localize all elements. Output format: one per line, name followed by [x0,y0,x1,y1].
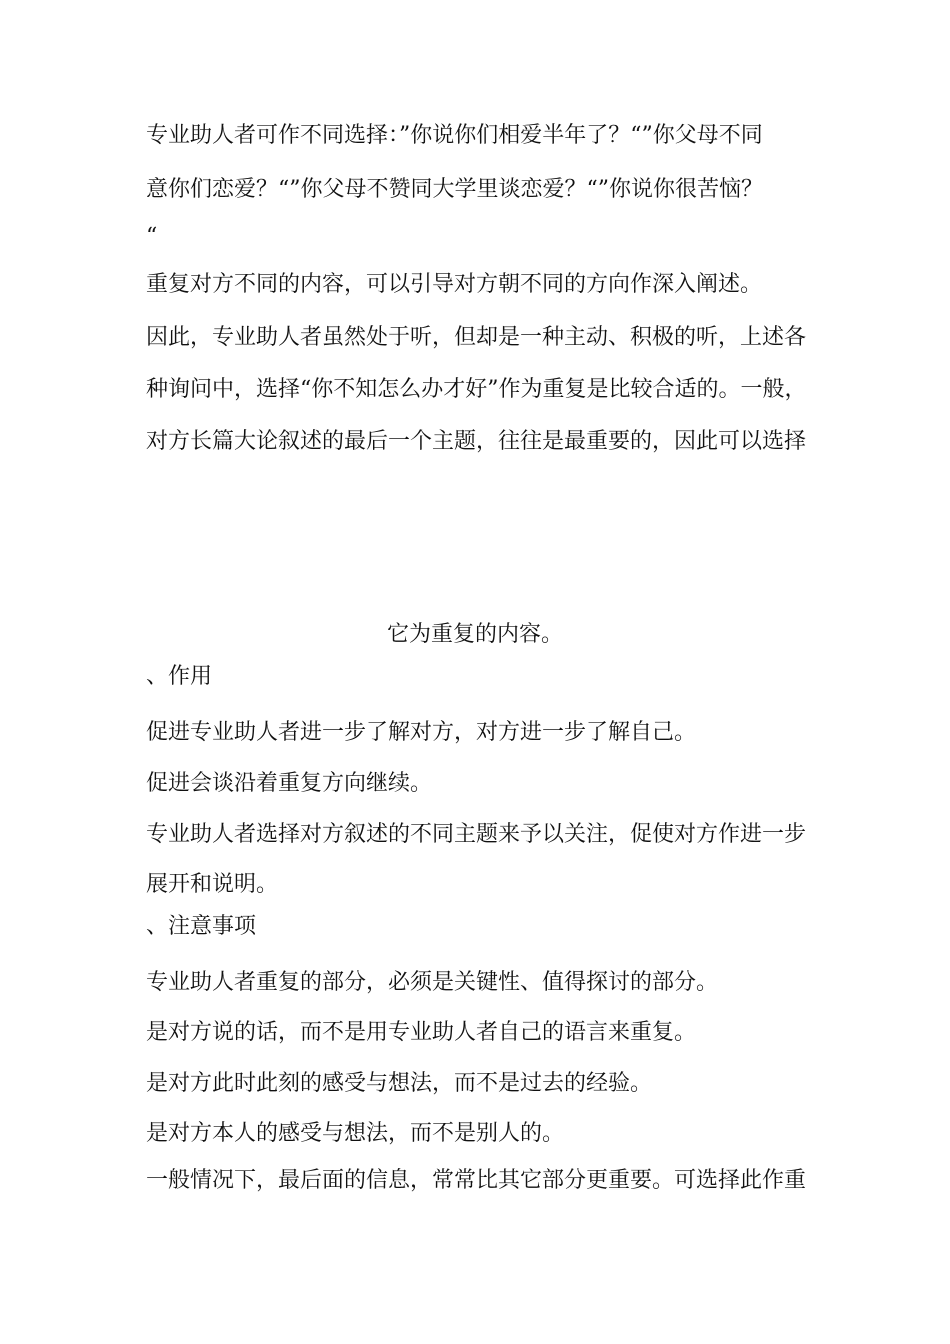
section-heading-function: 、作用 [146,664,213,689]
body-text-line: 促进专业助人者进一步了解对方，对方进一步了解自己。 [146,720,697,745]
body-text-line: 专业助人者选择对方叙述的不同主题来予以关注，促使对方作进一步 [146,822,807,847]
centered-text-line: 它为重复的内容。 [386,622,563,647]
body-text-line: “ [146,224,158,249]
body-text-line: 因此，专业助人者虽然处于听，但却是一种主动、积极的听，上述各 [146,325,807,350]
body-text-line: 促进会谈沿着重复方向继续。 [146,771,433,796]
body-text-line: 一般情况下，最后面的信息，常常比其它部分更重要。可选择此作重 [146,1168,807,1193]
body-text-line: 意你们恋爱？“”你父母不赞同大学里谈恋爱？“”你说你很苦恼？ [146,177,763,202]
body-text-line: 是对方说的话，而不是用专业助人者自己的语言来重复。 [146,1020,697,1045]
body-text-line: 专业助人者重复的部分，必须是关键性、值得探讨的部分。 [146,970,719,995]
body-text-line: 是对方此时此刻的感受与想法，而不是过去的经验。 [146,1071,653,1096]
body-text-line: 专业助人者可作不同选择：”你说你们相爱半年了？“”你父母不同 [146,123,763,148]
body-text-line: 种询问中，选择“你不知怎么办才好”作为重复是比较合适的。一般， [146,377,807,402]
body-text-line: 展开和说明。 [146,872,279,897]
body-text-line: 重复对方不同的内容，可以引导对方朝不同的方向作深入阐述。 [146,272,763,297]
body-text-line: 是对方本人的感受与想法，而不是别人的。 [146,1121,565,1146]
body-text-line: 对方长篇大论叙述的最后一个主题，往往是最重要的，因此可以选择 [146,429,807,454]
section-heading-notes: 、注意事项 [146,914,257,939]
